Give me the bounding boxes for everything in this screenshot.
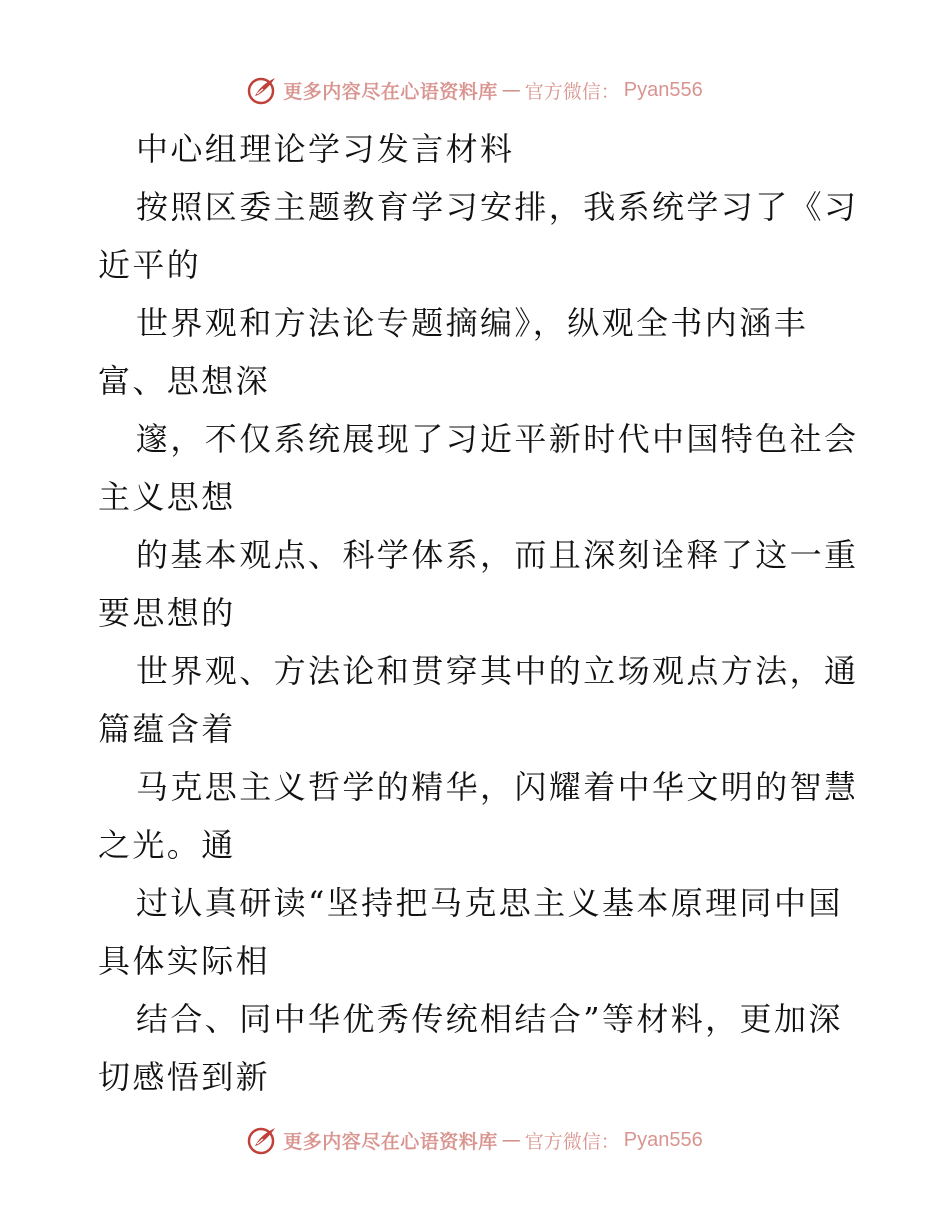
watermark-wechat-label: 官方微信： [524,80,620,103]
quill-seal-icon [247,1124,279,1156]
watermark-wechat-id: Pyan556 [623,78,703,101]
body-line: 邃，不仅系统展现了习近平新时代中国特色社会 [136,420,859,458]
document-body [98,120,858,1106]
watermark-separator: — [501,1129,521,1151]
body-line: 世界观和方法论专题摘编》，纵观全书内涵丰 [136,304,809,342]
watermark-wechat-label: 官方微信： [524,1130,620,1153]
body-line: 马克思主义哲学的精华，闪耀着中华文明的智慧 [136,768,859,806]
body-line: 主义思想 [98,478,236,516]
body-line: 的基本观点、科学体系，而且深刻诠释了这一重 [136,536,859,574]
body-line: 篇蕴含着 [98,710,236,748]
body-line: 结合、同中华优秀传统相结合”等材料，更加深 [136,1000,843,1038]
watermark-wechat-id: Pyan556 [623,1128,703,1151]
body-line: 按照区委主题教育学习安排，我系统学习了《习 [136,188,859,226]
body-line: 近平的 [98,246,202,284]
body-line: 富、思想深 [98,362,271,400]
body-line: 世界观、方法论和贯穿其中的立场观点方法，通 [136,652,859,690]
watermark-brand: 更多内容尽在心语资料库 [283,1130,498,1153]
body-line: 切感悟到新 [98,1058,271,1096]
watermark-separator: — [501,79,521,101]
body-line: 过认真研读“坚持把马克思主义基本原理同中国 [136,884,843,922]
footer-watermark [0,1122,950,1158]
body-line: 具体实际相 [98,942,271,980]
header-watermark [0,72,950,108]
body-line: 之光。通 [98,826,236,864]
watermark-brand: 更多内容尽在心语资料库 [283,80,498,103]
body-line: 要思想的 [98,594,236,632]
document-title: 中心组理论学习发言材料 [136,130,515,168]
quill-seal-icon [247,74,279,106]
